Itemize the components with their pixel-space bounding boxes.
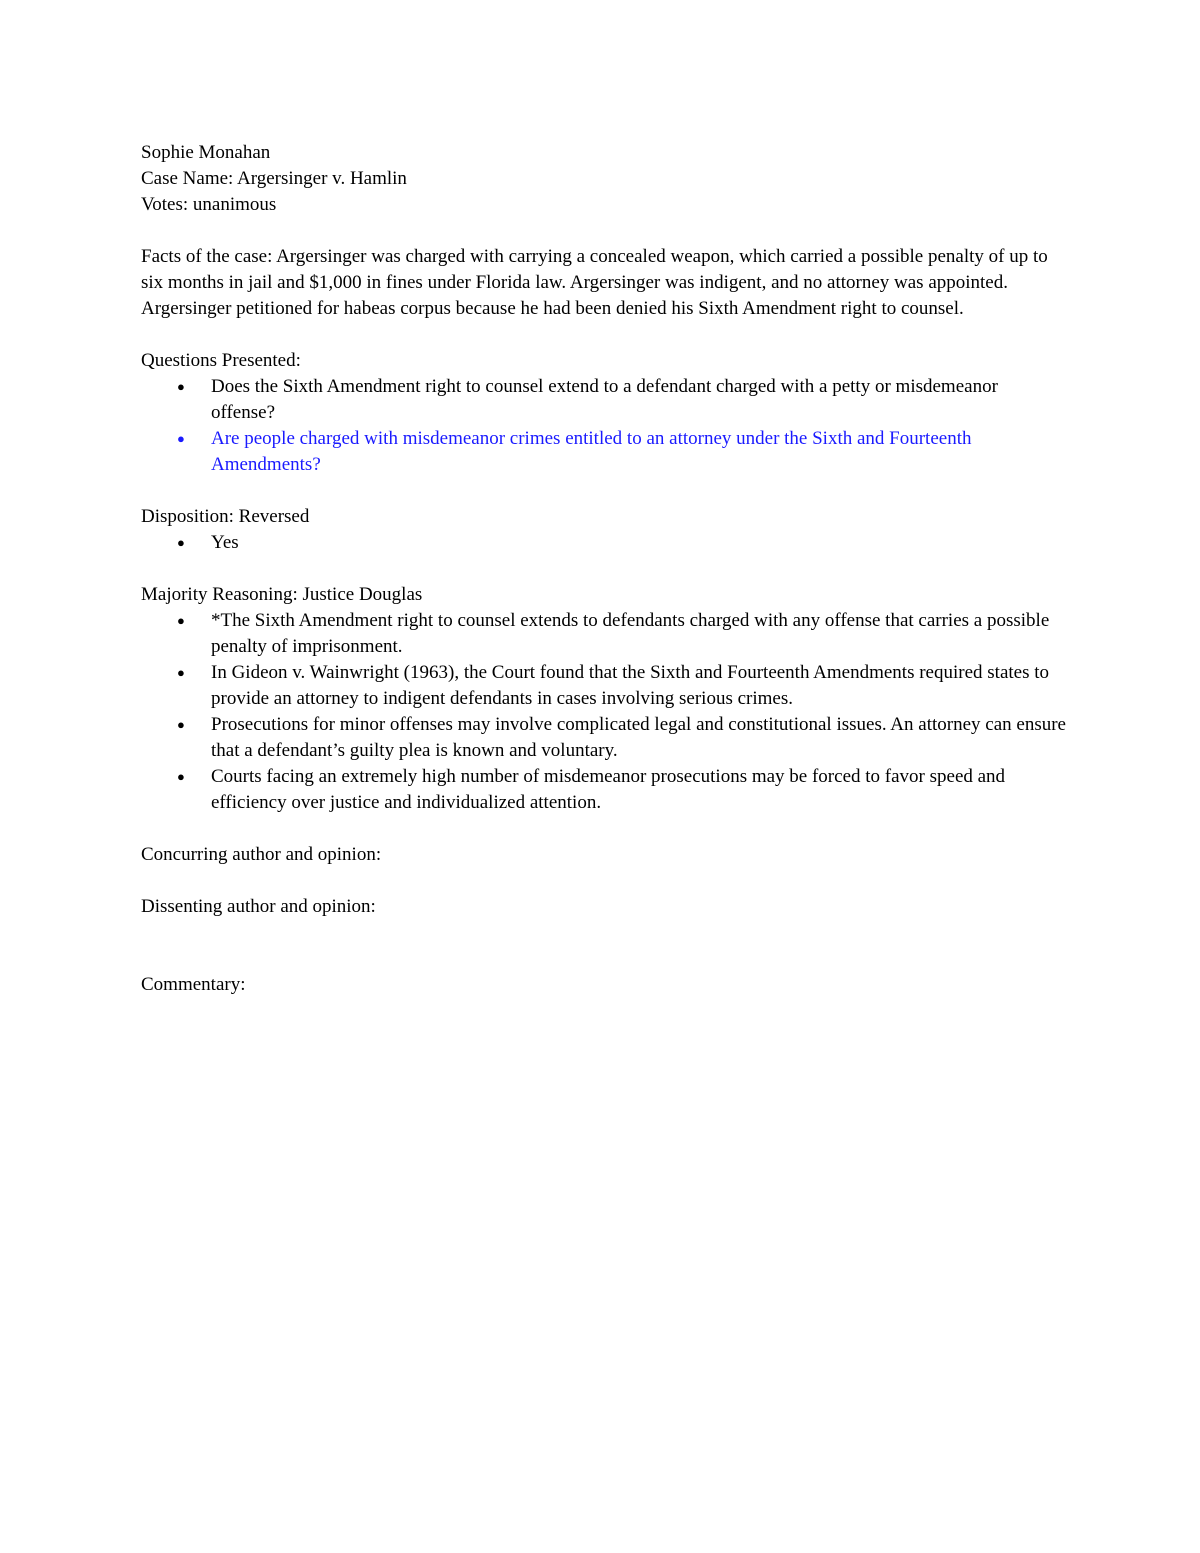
author-name: Sophie Monahan	[141, 142, 271, 163]
bullet-icon: ●	[177, 717, 185, 732]
spacer	[141, 868, 1066, 894]
bullet-icon: ●	[177, 613, 185, 628]
list-item	[141, 712, 1066, 764]
list-item	[141, 764, 1066, 816]
spacer	[141, 556, 1066, 582]
majority-list	[141, 608, 1066, 816]
disposition-heading: Disposition: Reversed	[141, 506, 310, 527]
disposition-text: Yes	[211, 532, 239, 553]
spacer	[141, 322, 1066, 348]
spacer	[141, 920, 1066, 972]
spacer	[141, 816, 1066, 842]
list-item	[141, 660, 1066, 712]
reasoning-text: Prosecutions for minor offenses may involve complicated legal and constitutional issues. An attorney can ensure that a defendant’s guilty plea is known and voluntary.	[211, 714, 1066, 761]
bullet-icon: ●	[177, 769, 185, 784]
facts-paragraph: Facts of the case: Argersinger was charged with carrying a concealed weapon, which carried a possible penalty of up to six months in jail and $1,000 in fines under Florida law. Argersinger was indigent, and no attorney was appointed. Argersinger petitioned for habeas corpus because he had been denied his Sixth Amendment right to counsel.	[141, 246, 1048, 319]
list-item	[141, 374, 1066, 426]
questions-list	[141, 374, 1066, 478]
commentary-heading: Commentary:	[141, 974, 246, 995]
list-item	[141, 608, 1066, 660]
majority-heading: Majority Reasoning: Justice Douglas	[141, 584, 423, 605]
document-body	[141, 140, 1066, 998]
votes: Votes: unanimous	[141, 194, 277, 215]
bullet-icon: ●	[177, 665, 185, 680]
reasoning-text: In Gideon v. Wainwright (1963), the Court found that the Sixth and Fourteenth Amendments required states to provide an attorney to indigent defendants in cases involving serious crimes.	[211, 662, 1050, 709]
disposition-list	[141, 530, 1066, 556]
spacer	[141, 478, 1066, 504]
reasoning-text: Courts facing an extremely high number of misdemeanor prosecutions may be forced to favor speed and efficiency over justice and individualized attention.	[211, 766, 1006, 813]
dissenting-heading: Dissenting author and opinion:	[141, 896, 376, 917]
bullet-icon: ●	[177, 535, 185, 550]
bullet-icon: ●	[177, 431, 185, 446]
list-item	[141, 530, 1066, 556]
bullet-icon: ●	[177, 379, 185, 394]
question-text: Does the Sixth Amendment right to counsel extend to a defendant charged with a petty or misdemeanor offense?	[211, 376, 998, 423]
case-name: Case Name: Argersinger v. Hamlin	[141, 168, 407, 189]
reasoning-text: *The Sixth Amendment right to counsel extends to defendants charged with any offense that carries a possible penalty of imprisonment.	[211, 610, 1050, 657]
concurring-heading: Concurring author and opinion:	[141, 844, 382, 865]
list-item-highlighted	[141, 426, 1066, 478]
question-text: Are people charged with misdemeanor crimes entitled to an attorney under the Sixth and Fourteenth Amendments?	[211, 428, 972, 475]
questions-heading: Questions Presented:	[141, 350, 301, 371]
spacer	[141, 218, 1066, 244]
